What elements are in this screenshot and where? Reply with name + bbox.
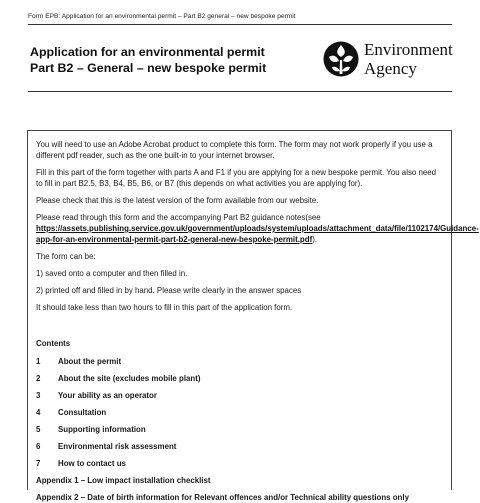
header-divider bbox=[28, 91, 452, 92]
guidance-text-after: ). bbox=[312, 235, 318, 244]
form-reference: Form EPB: Application for an environmental permit – Part B2 general – new bespoke permit bbox=[28, 13, 296, 20]
contents-item-label: Environmental risk assessment bbox=[58, 442, 177, 451]
contents-item-number: 2 bbox=[36, 374, 41, 383]
intro-paragraph-1: You will need to use an Adobe Acrobat product to complete this form. The form may not work properly if you use a different pdf reader, such as the one built-in to your internet browser. bbox=[36, 140, 433, 160]
logo-line-1: Environment bbox=[364, 40, 453, 59]
contents-item-label: About the site (excludes mobile plant) bbox=[58, 374, 201, 383]
appendix-2: Appendix 2 – Date of birth information for Relevant offences and/or Technical ability questions only bbox=[36, 493, 409, 502]
intro-paragraph-2: Fill in this part of the form together with parts A and F1 if you are applying for a new bespoke permit. You also need to fill in part B2.5, B3, B4, B5, B6, or B7 (this depends on what activities you are applying for). bbox=[36, 168, 437, 188]
logo-wordmark bbox=[364, 40, 453, 78]
contents-item bbox=[36, 356, 444, 367]
intro-paragraph-5: The form can be: bbox=[36, 252, 96, 261]
title-line-1: Application for an environmental permit bbox=[30, 45, 265, 59]
contents-heading: Contents bbox=[36, 339, 71, 348]
environment-agency-logo bbox=[322, 40, 462, 84]
contents-item-label: About the permit bbox=[58, 357, 122, 366]
guidance-notes-link[interactable]: https://assets.publishing.service.gov.uk/government/uploads/system/uploads/attachment_data/file/1102174/Guidance-app-for-an-environmental-permit-part-b2-general-new-bespoke-permit.pdf bbox=[36, 224, 479, 244]
contents-item-number: 4 bbox=[36, 408, 41, 417]
contents-item-label: Supporting information bbox=[58, 425, 146, 434]
appendix-1: Appendix 1 – Low impact installation checklist bbox=[36, 476, 211, 485]
contents-item bbox=[36, 373, 444, 384]
page-title bbox=[30, 44, 266, 76]
top-divider bbox=[28, 24, 452, 25]
contents-item-label: Consultation bbox=[58, 408, 107, 417]
contents-item bbox=[36, 424, 444, 435]
intro-paragraph-4 bbox=[36, 212, 479, 245]
guidance-text-before: Please read through this form and the accompanying Part B2 guidance notes(see bbox=[36, 213, 321, 222]
contents-item bbox=[36, 441, 444, 452]
intro-paragraph-8: It should take less than two hours to fill in this part of the application form. bbox=[36, 303, 293, 312]
contents-item-number: 1 bbox=[36, 357, 41, 366]
contents-item-number: 7 bbox=[36, 459, 41, 468]
intro-paragraph-7: 2) printed off and filled in by hand. Please write clearly in the answer spaces bbox=[36, 286, 302, 295]
contents-item-label: Your ability as an operator bbox=[58, 391, 157, 400]
logo-line-2: Agency bbox=[364, 59, 417, 78]
contents-item-number: 3 bbox=[36, 391, 41, 400]
title-line-2: Part B2 – General – new bespoke permit bbox=[30, 61, 267, 75]
intro-paragraph-3: Please check that this is the latest version of the form available from our website. bbox=[36, 196, 319, 205]
contents-item-number: 6 bbox=[36, 442, 41, 451]
contents-item-number: 5 bbox=[36, 425, 41, 434]
contents-item bbox=[36, 407, 444, 418]
contents-item bbox=[36, 458, 444, 469]
intro-paragraph-6: 1) saved onto a computer and then filled in. bbox=[36, 269, 188, 278]
contents-item bbox=[36, 390, 444, 401]
contents-item-label: How to contact us bbox=[58, 459, 126, 468]
rose-emblem-icon bbox=[322, 40, 360, 80]
intro-box bbox=[27, 130, 479, 502]
